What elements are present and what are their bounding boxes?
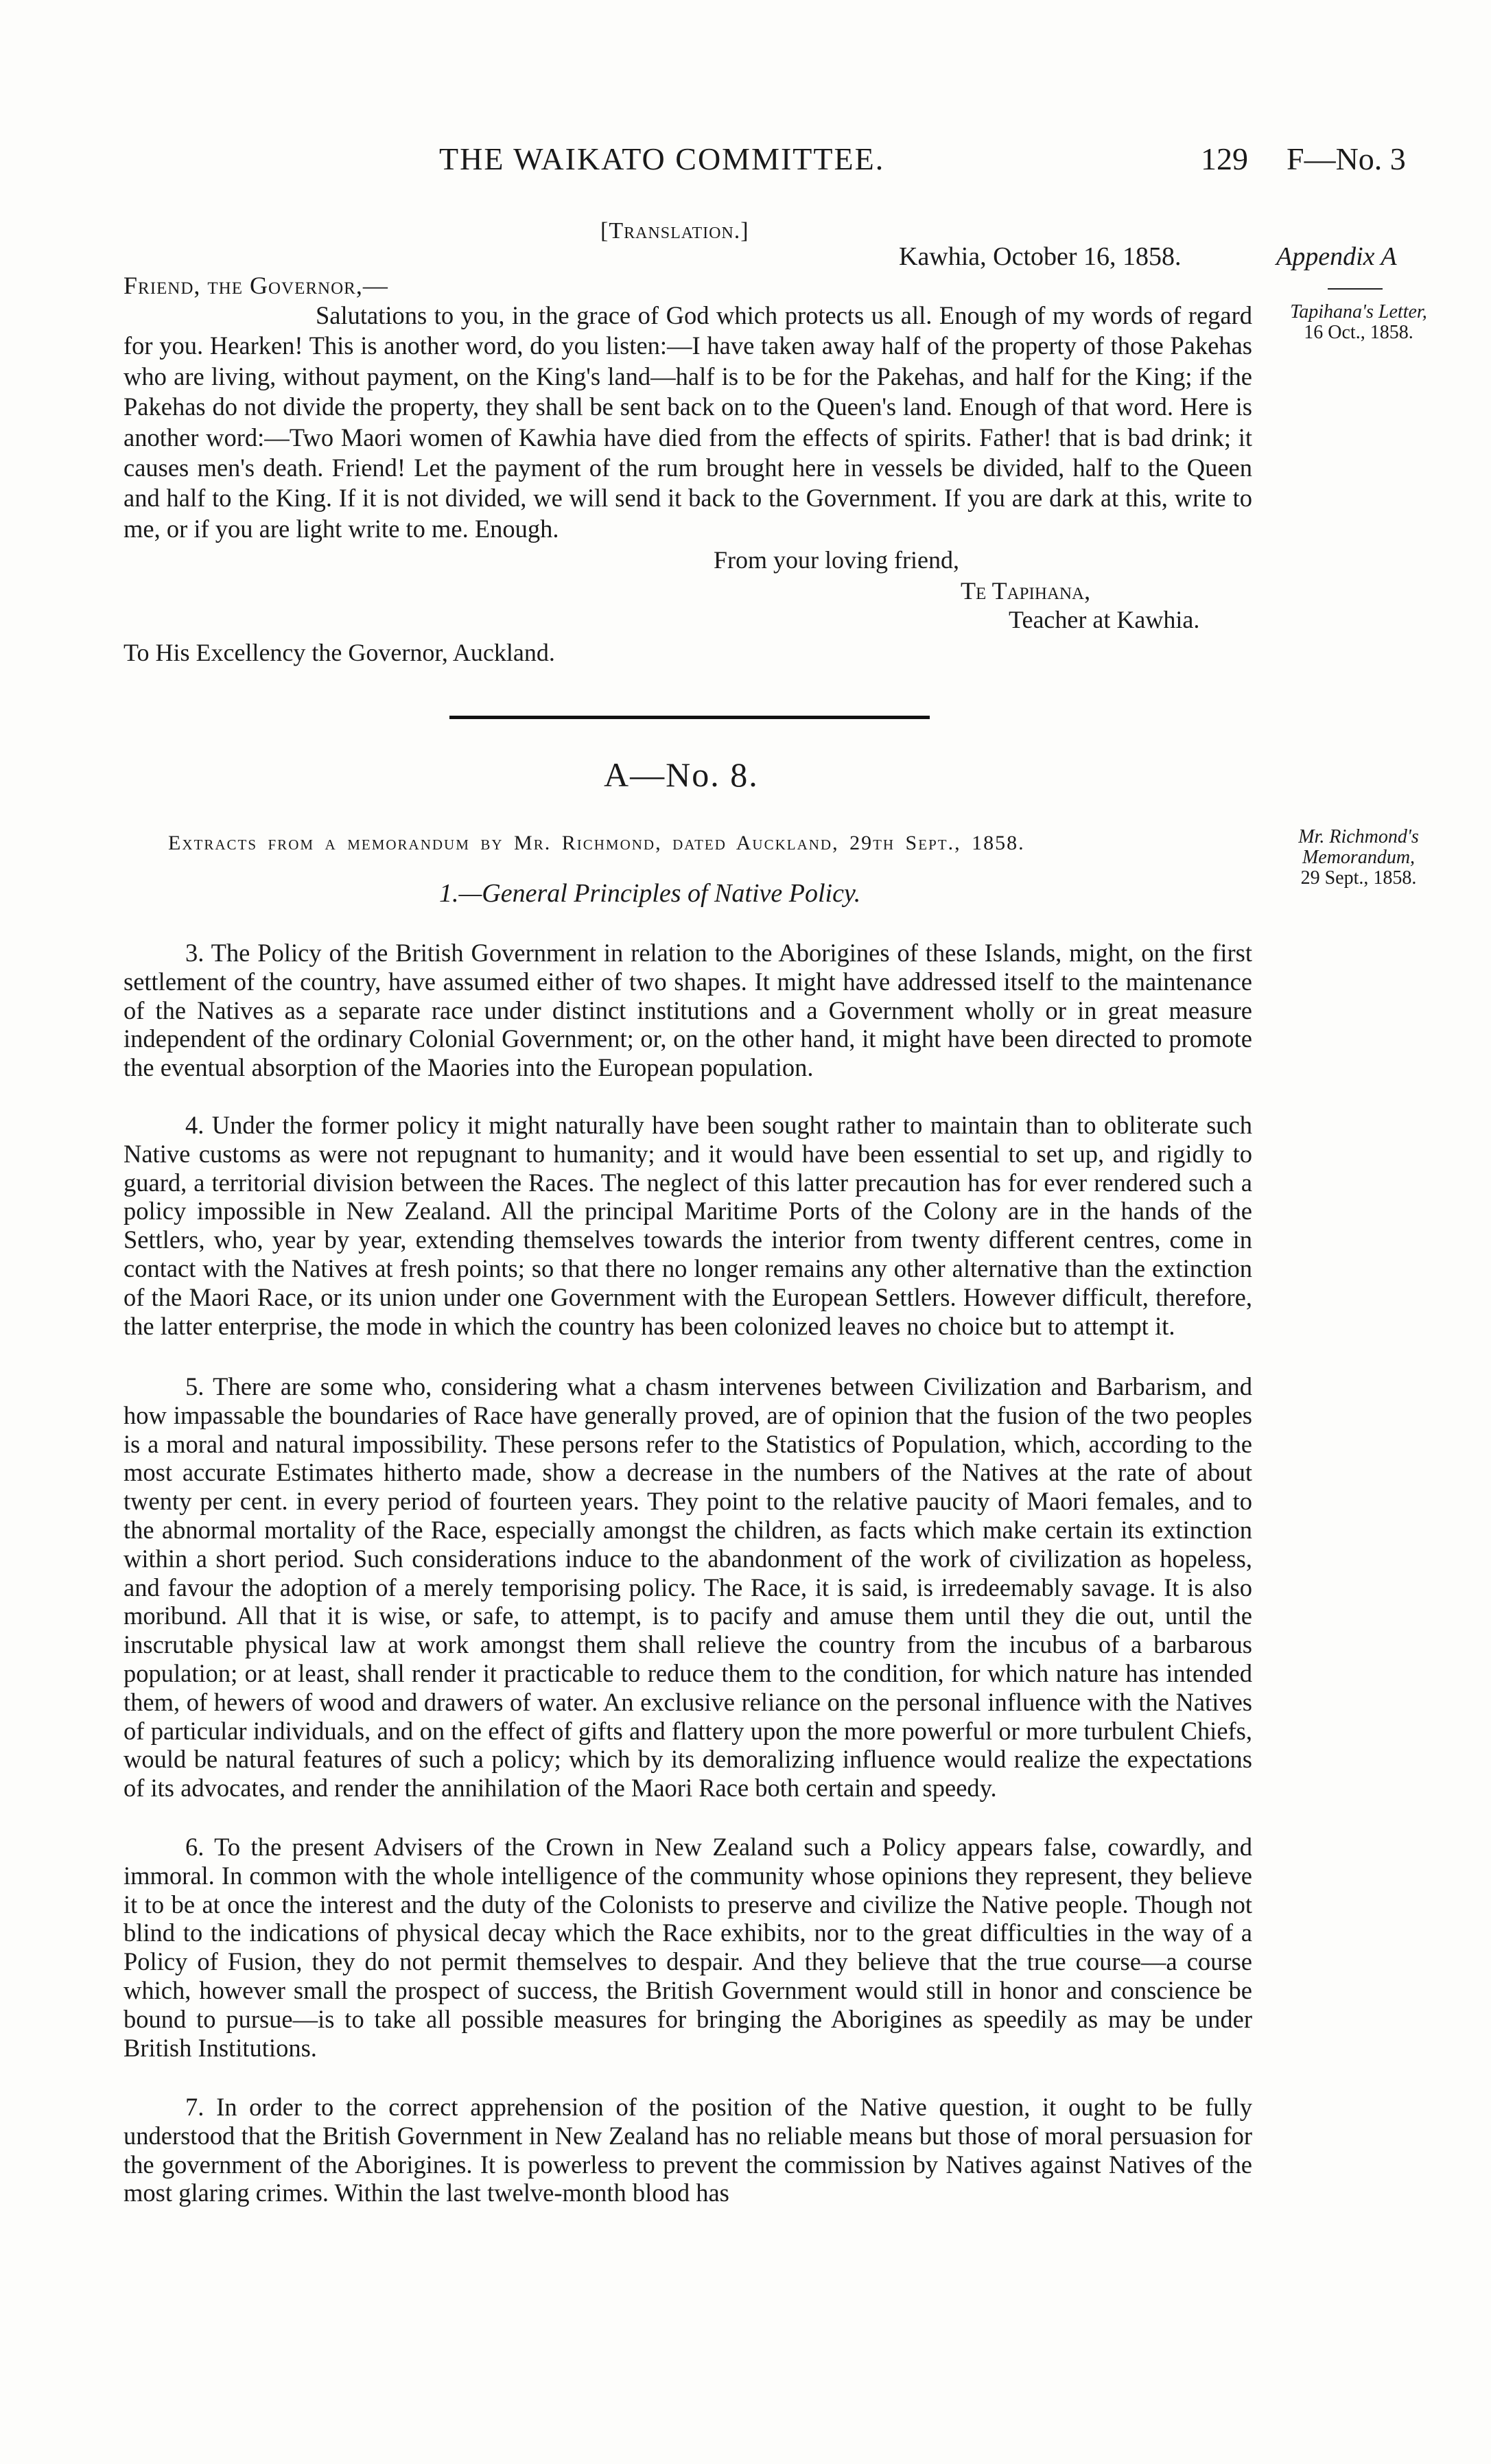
- paragraph-6: 6. To the present Advisers of the Crown in New Zealand such a Policy appears false, cowardly, and immoral. In common with the whole intelligence of the community whose opinions they represent, they believe it to be at once the interest and the duty of the Colonists to preserve and civilize the Native people. Though not blind to the indications of physical decay which the Race exhibits, nor to the great difficulties in the way of a Policy of Fusion, they do not permit themselves to despair. And they believe that the true course—a course which, however small the prospect of success, the British Government would still in honor and conscience be bound to pursue—is to take all possible measures for bringing the Aborigines as speedily as may be under British Institutions.: [124, 1833, 1252, 2062]
- letter-signatory: Te Tapihana,: [961, 577, 1091, 605]
- letter-signatory-title: Teacher at Kawhia.: [1009, 606, 1200, 633]
- margin-note-richmond: [1263, 827, 1455, 889]
- paragraph-3: 3. The Policy of the British Government in relation to the Aborigines of these Islands, might, on the first settlement of the country, have assumed either of two shapes. It might have addressed itself to the maintenance of the Natives as a separate race under distinct institutions and a Government wholly or in great measure independent of the ordinary Colonial Government; or, on the other hand, it might have been directed to promote the eventual absorption of the Maories into the European population.: [124, 939, 1252, 1082]
- paragraph-5: 5. There are some who, considering what a chasm intervenes between Civilization and Barbarism, and how impassable the boundaries of Race have generally proved, are of opinion that the fusion of the two peoples is a moral and natural impossibility. These persons refer to the Statistics of Population, which, according to the most accurate Estimates hitherto made, show a decrease in the numbers of the Natives at the rate of about twenty per cent. in every period of fourteen years. They point to the relative paucity of Maori females, and to the abnormal mortality of the Race, especially amongst the children, as facts which make certain its extinction within a short period. Such considerations induce to the abandonment of the work of civilization as hopeless, and favour the adoption of a merely temporising policy. The Race, it is said, is irredeemably savage. It is also moribund. All that it is wise, or safe, to attempt, is to pacify and amuse them until they die out, until the inscrutable physical law at work amongst them shall relieve the country from the incubus of a barbarous population; or at least, shall render it practicable to reduce them to the condition, for which nature has intended them, of hewers of wood and drawers of water. An exclusive reliance on the personal influence with the Natives of particular individuals, and on the effect of gifts and flattery upon the more powerful or more turbulent Chiefs, would be natural features of such a policy; which by its demoralizing influence would realize the expectations of its advocates, and render the annihilation of the Maori Race both certain and speedy.: [124, 1372, 1252, 1803]
- margin-note-line: Mr. Richmond's: [1298, 826, 1419, 847]
- section-divider: [449, 716, 930, 719]
- translation-label: [Translation.]: [600, 218, 749, 244]
- paper-reference: F—No. 3: [1287, 141, 1406, 176]
- memorandum-title: Extracts from a memorandum by Mr. Richmond, dated Auckland, 29th Sept., 1858.: [168, 832, 1025, 854]
- paragraph-7: 7. In order to the correct apprehension of the position of the Native question, it ought to be fully understood that the British Government in New Zealand has no reliable means but those of moral persuasion for the government of the Aborigines. It is powerless to prevent the commission by Natives against Natives of the most glaring crimes. Within the last twelve-month blood has: [124, 2093, 1252, 2207]
- margin-note-line: 29 Sept., 1858.: [1300, 867, 1417, 889]
- letter-addressee: To His Excellency the Governor, Auckland.: [124, 639, 555, 666]
- paragraph-4: 4. Under the former policy it might naturally have been sought rather to maintain than to obliterate such Native customs as were not repugnant to humanity; and it would have been essential to set up, and rigidly to guard, a territorial division between the Races. The neglect of this latter precaution has for ever rendered such a policy impossible in New Zealand. All the principal Maritime Ports of the Colony are in the hands of the Settlers, who, year by year, extending themselves towards the interior from twenty different centres, come in contact with the Natives at fresh points; so that there no longer remains any other alternative than the extinction of the Maori Race, or its union under one Government with the European Settlers. However difficult, therefore, the latter enterprise, the mode in which the country has been colonized leaves no choice but to attempt it.: [124, 1111, 1252, 1340]
- margin-note-line: 16 Oct., 1858.: [1304, 322, 1413, 343]
- document-number: A—No. 8.: [604, 755, 759, 794]
- margin-note-line: Memorandum,: [1302, 847, 1416, 868]
- page-number: 129: [1201, 141, 1248, 176]
- letter-greeting: Friend, the Governor,—: [124, 272, 388, 299]
- margin-appendix-label: Appendix A: [1276, 242, 1397, 271]
- margin-divider: [1328, 288, 1383, 290]
- section-subtitle: 1.—General Principles of Native Policy.: [439, 879, 861, 908]
- letter-date: Kawhia, October 16, 1858.: [899, 242, 1182, 271]
- running-header-title: THE WAIKATO COMMITTEE.: [439, 141, 885, 176]
- letter-body: Salutations to you, in the grace of God which protects us all. Enough of my words of regard for you. Hearken! This is another word, do you listen:—I have taken away half of the property of those Pakehas who are living, without payment, on the King's land—half is to be for the Pakehas, and half for the King; if the Pakehas do not divide the property, they shall be sent back on to the Queen's land. Enough of that word. Here is another word:—Two Maori women of Kawhia have died from the effects of spirits. Father! that is bad drink; it causes men's death. Friend! Let the payment of the rum brought here in vessels be divided, half to the Queen and half to the King. If it is not divided, we will send it back to the Government. If you are dark at this, write to me, or if you are light write to me. Enough.: [124, 301, 1252, 543]
- margin-note-tapihana: [1263, 302, 1455, 343]
- margin-note-line: Tapihana's Letter,: [1290, 301, 1427, 322]
- letter-closing: From your loving friend,: [714, 546, 959, 574]
